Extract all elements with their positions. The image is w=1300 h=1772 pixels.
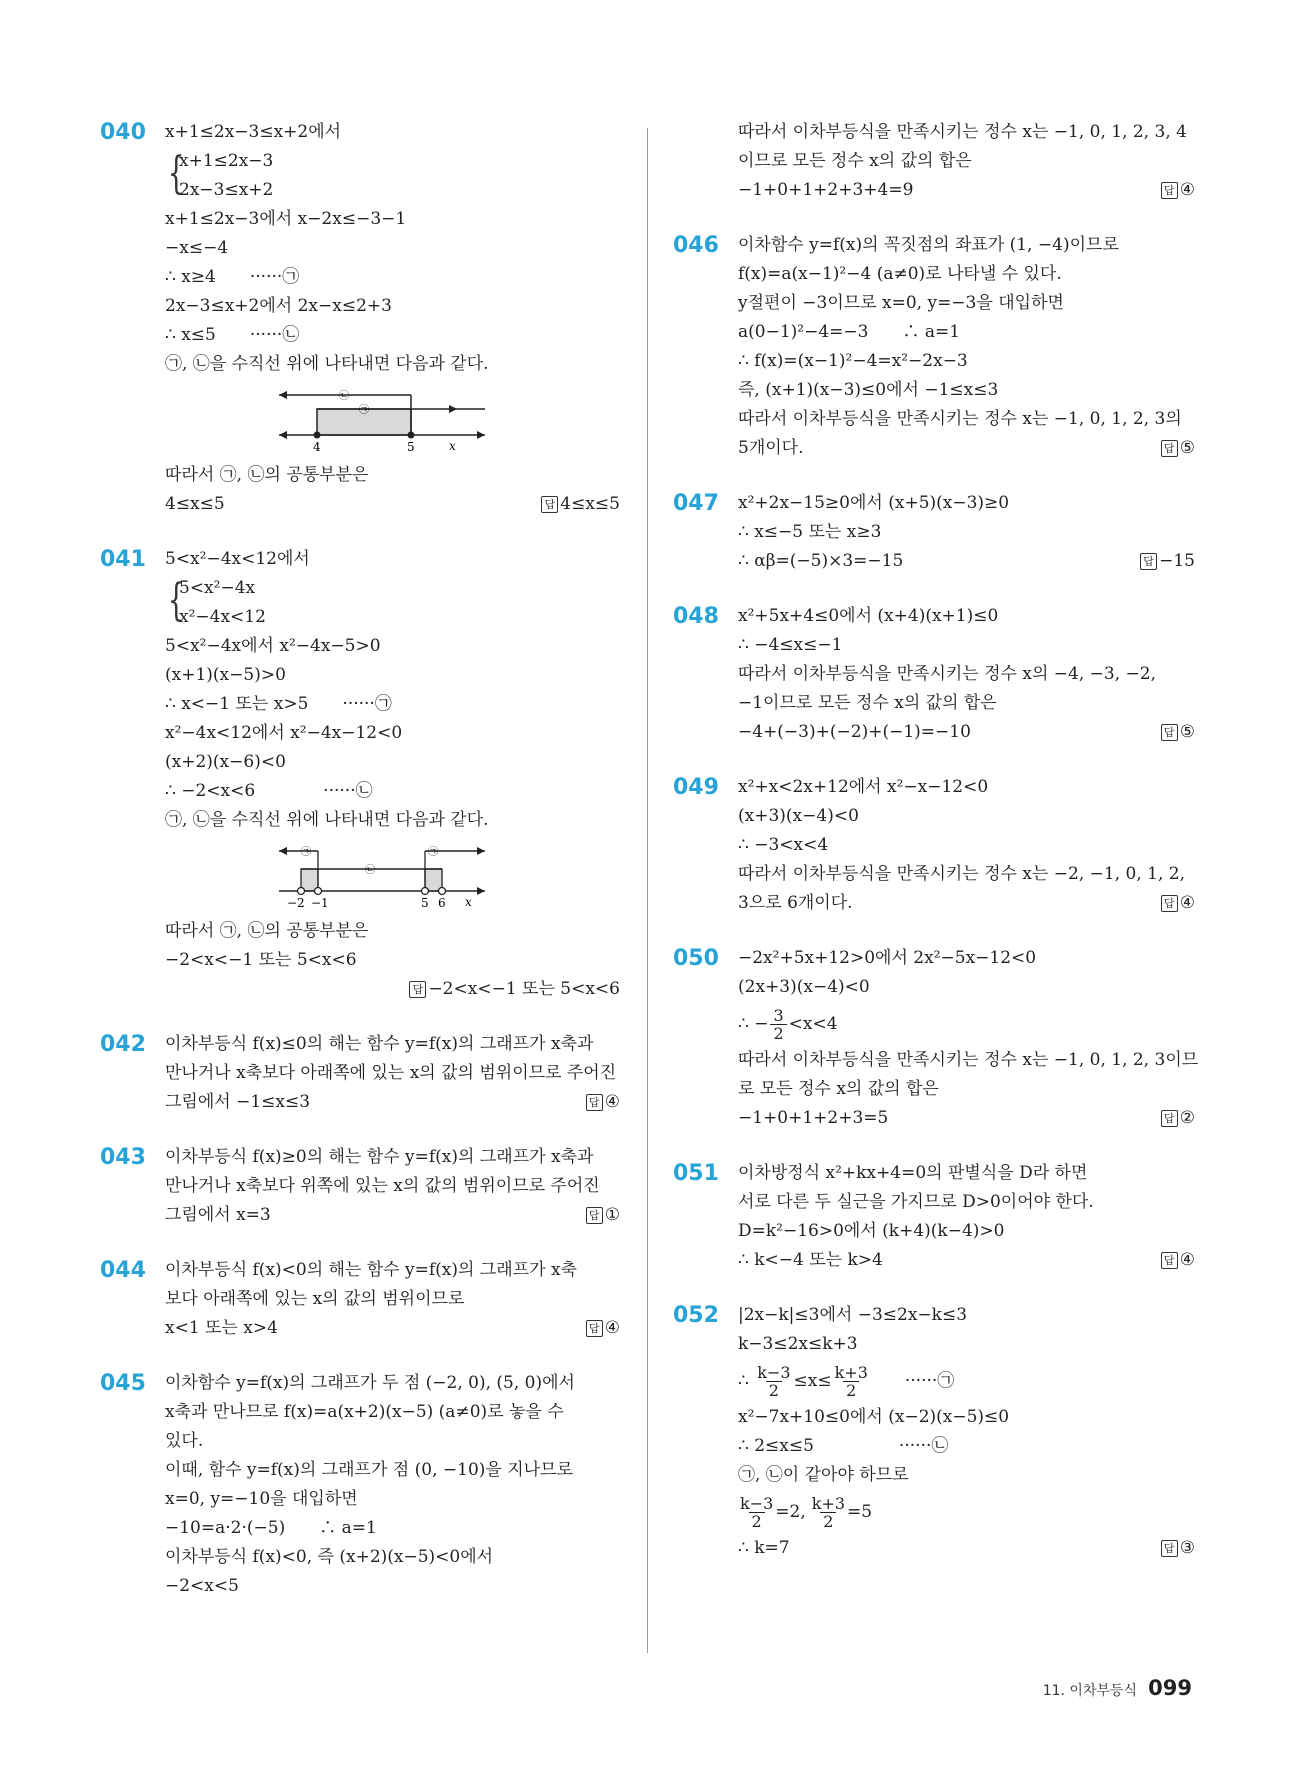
solution-text: ······㉠ — [904, 1371, 955, 1391]
solution-line — [165, 490, 620, 519]
closed-point-5 — [408, 432, 415, 439]
page-footer — [1043, 1676, 1192, 1700]
solution-line: x²−4x<12에서 x²−4x−12<0 — [165, 723, 403, 743]
solution-line: k−3≤2x≤k+3 — [738, 1334, 858, 1354]
solution-line: 5<x²−4x에서 x²−4x−5>0 — [165, 636, 381, 656]
closed-point-4 — [314, 432, 321, 439]
solution-line: x²+2x−15≥0에서 (x+5)(x−3)≥0 — [738, 493, 1010, 513]
solution-text: −1+0+1+2+3=5 — [738, 1108, 889, 1128]
axis-arrow-icon — [477, 887, 485, 895]
answer-value: ④ — [604, 1092, 620, 1112]
solution-line — [738, 176, 1195, 205]
solution-line: ∴ x<−1 또는 x>5 ······㉠ — [165, 694, 392, 714]
answer — [1161, 889, 1195, 918]
answer — [1161, 176, 1195, 205]
answer — [1161, 434, 1195, 463]
solution-text: −4+(−3)+(−2)+(−1)=−10 — [738, 722, 971, 742]
problem-number: 043 — [100, 1145, 146, 1170]
solution-line — [738, 1104, 1195, 1133]
solution-line: 이므로 모든 정수 x의 값의 합은 — [738, 151, 972, 171]
solution-text: 그림에서 x=3 — [165, 1205, 271, 1225]
fraction-denominator: 2 — [820, 1512, 836, 1530]
solution-line: 2x−3≤x+2에서 2x−x≤2+3 — [165, 296, 392, 316]
solution-line: 5<x²−4x<12에서 — [165, 549, 310, 569]
answer-box-icon: 답 — [541, 496, 558, 513]
right-column — [673, 118, 1199, 1563]
solution-line: x=0, y=−10을 대입하면 — [165, 1489, 358, 1509]
solution-line — [738, 547, 1195, 576]
answer-value: −2<x<−1 또는 5<x<6 — [428, 979, 620, 999]
fraction-numerator: k+3 — [834, 1363, 868, 1382]
marker-b-label: ㉡ — [365, 865, 375, 876]
answer-value: ② — [1179, 1108, 1195, 1128]
problem-040 — [100, 118, 620, 519]
problem-number: 044 — [100, 1258, 146, 1283]
tick-label-4: 4 — [313, 440, 321, 454]
left-column — [100, 118, 620, 1601]
solution-line: x축과 만나므로 f(x)=a(x+2)(x−5) (a≠0)로 놓을 수 — [165, 1402, 564, 1422]
fraction-denominator: 2 — [843, 1381, 859, 1399]
system-eq-2: 2x−3≤x+2 — [179, 180, 274, 200]
fraction — [740, 1495, 773, 1530]
answer-box-icon: 답 — [1161, 440, 1178, 457]
solution-line: 따라서 이차부등식을 만족시키는 정수 x는 −1, 0, 1, 2, 3, 4 — [738, 122, 1187, 142]
fraction-numerator: k+3 — [811, 1494, 846, 1513]
system-eq-1: x+1≤2x−3 — [179, 151, 274, 171]
tick-label-neg2: −2 — [287, 896, 305, 910]
solution-text: ∴ αβ=(−5)×3=−15 — [738, 551, 904, 571]
open-point-neg1 — [315, 888, 322, 895]
problem-number: 052 — [673, 1303, 719, 1328]
solution-line: −2x²+5x+12>0에서 2x²−5x−12<0 — [738, 948, 1037, 968]
solution-line — [738, 1490, 1195, 1534]
problem-051 — [673, 1159, 1195, 1275]
axis-arrow-left-icon — [279, 431, 287, 439]
solution-line — [738, 1534, 1195, 1563]
solution-line: x²+5x+4≤0에서 (x+4)(x+1)≤0 — [738, 606, 999, 626]
solution-line: −x≤−4 — [165, 238, 229, 258]
solution-text: ∴ − — [738, 1014, 769, 1034]
solution-line: (x+1)(x−5)>0 — [165, 665, 286, 685]
solution-line: 이차부등식 f(x)≤0의 해는 함수 y=f(x)의 그래프가 x축과 — [165, 1034, 594, 1054]
solution-line: ㉠, ㉡이 같아야 하므로 — [738, 1465, 909, 1485]
fraction-denominator: 2 — [749, 1512, 765, 1530]
solution-line: x²+x<2x+12에서 x²−x−12<0 — [738, 777, 989, 797]
solution-line: ㉠, ㉡을 수직선 위에 나타내면 다음과 같다. — [165, 354, 489, 374]
problem-number: 041 — [100, 547, 146, 572]
answer-value: ③ — [1179, 1538, 1195, 1558]
solution-line: −1이므로 모든 정수 x의 값의 합은 — [738, 693, 997, 713]
answer-value: −15 — [1159, 551, 1195, 571]
tick-label-5: 5 — [407, 440, 415, 454]
final-result: 4≤x≤5 — [165, 494, 225, 514]
solution-line: 로 모든 정수 x의 값의 합은 — [738, 1079, 939, 1099]
solution-text: =2, — [775, 1502, 806, 1522]
solution-text: 3으로 6개이다. — [738, 893, 853, 913]
solution-line: 이차함수 y=f(x)의 꼭짓점의 좌표가 (1, −4)이므로 — [738, 235, 1119, 255]
number-line-figure — [275, 841, 495, 911]
problem-number: 050 — [673, 946, 719, 971]
system-eq-1: 5<x²−4x — [179, 578, 256, 598]
problem-049 — [673, 773, 1195, 918]
number-line-figure — [275, 385, 495, 455]
fraction — [770, 1007, 786, 1042]
problem-number: 051 — [673, 1161, 719, 1186]
answer-value: ⑤ — [1179, 438, 1195, 458]
axis-label-x: x — [465, 895, 472, 909]
solution-line — [165, 1088, 620, 1117]
problem-number: 049 — [673, 775, 719, 800]
solution-line: 이차부등식 f(x)<0의 해는 함수 y=f(x)의 그래프가 x축 — [165, 1260, 577, 1280]
problem-041 — [100, 545, 620, 1004]
problem-number: 048 — [673, 604, 719, 629]
answer-box-icon: 답 — [586, 1207, 603, 1224]
solution-line — [738, 1002, 1195, 1046]
answer-box-icon: 답 — [1161, 1540, 1178, 1557]
solution-line: (x+2)(x−6)<0 — [165, 752, 286, 772]
solution-line: a(0−1)²−4=−3 ∴ a=1 — [738, 322, 961, 342]
solution-line: 만나거나 x축보다 위쪽에 있는 x의 값의 범위이므로 주어진 — [165, 1176, 600, 1196]
equation-system — [165, 147, 620, 205]
solution-text: ≤x≤ — [793, 1371, 832, 1391]
answer-value: ④ — [604, 1318, 620, 1338]
answer-box-icon: 답 — [586, 1094, 603, 1111]
fraction-numerator: 3 — [773, 1006, 784, 1025]
answer — [1161, 1246, 1195, 1275]
answer-box-icon: 답 — [586, 1320, 603, 1337]
solution-line: ㉠, ㉡을 수직선 위에 나타내면 다음과 같다. — [165, 810, 489, 830]
solution-line: ∴ 2≤x≤5 ······㉡ — [738, 1436, 949, 1456]
column-divider — [647, 128, 648, 1653]
axis-label-x: x — [449, 439, 456, 453]
brace-icon: { — [167, 148, 185, 199]
solution-text: ∴ k=7 — [738, 1538, 790, 1558]
answer-value: ⑤ — [1179, 722, 1195, 742]
solution-line: 이차부등식 f(x)<0, 즉 (x+2)(x−5)<0에서 — [165, 1547, 494, 1567]
problem-043 — [100, 1143, 620, 1230]
problem-number: 047 — [673, 491, 719, 516]
problem-number: 045 — [100, 1371, 146, 1396]
solution-line: f(x)=a(x−1)²−4 (a≠0)로 나타낼 수 있다. — [738, 264, 1062, 284]
problem-number: 042 — [100, 1032, 146, 1057]
answer-box-icon: 답 — [1161, 1252, 1178, 1269]
range-a-arrow-icon — [449, 405, 457, 413]
final-result: −2<x<−1 또는 5<x<6 — [165, 950, 357, 970]
solution-line: 이차부등식 f(x)≥0의 해는 함수 y=f(x)의 그래프가 x축과 — [165, 1147, 594, 1167]
intersection-region-right — [425, 869, 442, 891]
solution-line: 따라서 이차부등식을 만족시키는 정수 x의 −4, −3, −2, — [738, 664, 1156, 684]
problem-number: 046 — [673, 233, 719, 258]
solution-line: 보다 아래쪽에 있는 x의 값의 범위이므로 — [165, 1289, 465, 1309]
solution-line: y절편이 −3이므로 x=0, y=−3을 대입하면 — [738, 293, 1064, 313]
open-point-5 — [422, 888, 429, 895]
answer-value: ④ — [1179, 893, 1195, 913]
solution-line: −2<x<5 — [165, 1576, 239, 1596]
solution-text: 5개이다. — [738, 438, 804, 458]
fraction — [835, 1364, 868, 1399]
answer-box-icon: 답 — [1161, 724, 1178, 741]
solution-line: 이때, 함수 y=f(x)의 그래프가 점 (0, −10)을 지나므로 — [165, 1460, 573, 1480]
problem-047 — [673, 489, 1195, 576]
range-a-left-arrow-icon — [279, 847, 287, 855]
answer-box-icon: 답 — [1161, 182, 1178, 199]
problem-number: 040 — [100, 120, 146, 145]
solution-text: ∴ k<−4 또는 k>4 — [738, 1250, 883, 1270]
tick-label-6: 6 — [438, 896, 446, 910]
answer — [1161, 1104, 1195, 1133]
answer-value: ① — [604, 1205, 620, 1225]
solution-text: ∴ — [738, 1371, 749, 1391]
marker-a-left-label: ㉠ — [301, 847, 311, 858]
problem-044 — [100, 1256, 620, 1343]
solution-line: ∴ x≤5 ······㉡ — [165, 325, 300, 345]
answer-value: ④ — [1179, 180, 1195, 200]
axis-arrow-icon — [477, 431, 485, 439]
problem-042 — [100, 1030, 620, 1117]
answer-row — [165, 975, 620, 1004]
fraction-denominator: 2 — [770, 1024, 786, 1042]
solution-line: 따라서 ㉠, ㉡의 공통부분은 — [165, 921, 369, 941]
solution-line — [738, 1359, 1195, 1403]
answer-box-icon: 답 — [409, 981, 426, 998]
open-point-6 — [439, 888, 446, 895]
solution-text: −1+0+1+2+3+4=9 — [738, 180, 914, 200]
solution-line: x+1≤2x−3≤x+2에서 — [165, 122, 342, 142]
chapter-title: 11. 이차부등식 — [1042, 1683, 1138, 1699]
solution-line: x²−7x+10≤0에서 (x−2)(x−5)≤0 — [738, 1407, 1010, 1427]
solution-line: ∴ f(x)=(x−1)²−4=x²−2x−3 — [738, 351, 968, 371]
solution-line: −10=a·2·(−5) ∴ a=1 — [165, 1518, 377, 1538]
range-b-arrow-icon — [279, 391, 287, 399]
solution-line: x+1≤2x−3에서 x−2x≤−3−1 — [165, 209, 407, 229]
solution-line: ∴ −2<x<6 ······㉡ — [165, 781, 373, 801]
solution-text: x<1 또는 x>4 — [165, 1318, 278, 1338]
solution-line: ∴ x≥4 ······㉠ — [165, 267, 300, 287]
problem-048 — [673, 602, 1195, 747]
solution-line: 서로 다른 두 실근을 가지므로 D>0이어야 한다. — [738, 1192, 1094, 1212]
problem-046 — [673, 231, 1195, 463]
page-number: 099 — [1148, 1676, 1192, 1700]
solution-line: D=k²−16>0에서 (k+4)(k−4)>0 — [738, 1221, 1005, 1241]
brace-icon: { — [167, 575, 185, 626]
answer — [586, 1201, 620, 1230]
answer — [409, 975, 620, 1004]
solution-line — [165, 1201, 620, 1230]
equation-system — [165, 574, 620, 632]
answer — [1161, 1534, 1195, 1563]
solution-line: 만나거나 x축보다 아래쪽에 있는 x의 값의 범위이므로 주어진 — [165, 1063, 617, 1083]
problem-052 — [673, 1301, 1195, 1563]
answer — [586, 1314, 620, 1343]
problem-050 — [673, 944, 1199, 1133]
answer — [586, 1088, 620, 1117]
range-a-right-arrow-icon — [477, 847, 485, 855]
solution-line — [738, 889, 1195, 918]
solution-text: <x<4 — [788, 1014, 838, 1034]
fraction-denominator: 2 — [766, 1381, 782, 1399]
solution-line — [165, 1314, 620, 1343]
solution-line: 따라서 이차부등식을 만족시키는 정수 x는 −1, 0, 1, 2, 3이므 — [738, 1050, 1199, 1070]
solution-line: ∴ x≤−5 또는 x≥3 — [738, 522, 882, 542]
solution-line — [738, 718, 1195, 747]
answer-box-icon: 답 — [1161, 1110, 1178, 1127]
solution-line — [738, 1246, 1195, 1275]
marker-b-label: ㉡ — [339, 391, 349, 402]
solution-line: 있다. — [165, 1431, 204, 1451]
tick-label-5: 5 — [421, 896, 429, 910]
problem-045-continued — [673, 118, 1195, 205]
solution-line: ∴ −3<x<4 — [738, 835, 829, 855]
solution-line: 이차방정식 x²+kx+4=0의 판별식을 D라 하면 — [738, 1163, 1088, 1183]
fraction-numerator: k−3 — [757, 1363, 791, 1382]
solution-line: 이차함수 y=f(x)의 그래프가 두 점 (−2, 0), (5, 0)에서 — [165, 1373, 575, 1393]
solution-line: 따라서 이차부등식을 만족시키는 정수 x는 −2, −1, 0, 1, 2, — [738, 864, 1185, 884]
solution-line — [738, 434, 1195, 463]
fraction-numerator: k−3 — [740, 1494, 774, 1513]
marker-a-right-label: ㉠ — [428, 847, 438, 858]
solution-line: |2x−k|≤3에서 −3≤2x−k≤3 — [738, 1305, 968, 1325]
solution-line: (x+3)(x−4)<0 — [738, 806, 859, 826]
problem-045 — [100, 1369, 620, 1601]
answer-value: 4≤x≤5 — [560, 494, 620, 514]
solution-line: 따라서 이차부등식을 만족시키는 정수 x는 −1, 0, 1, 2, 3의 — [738, 409, 1182, 429]
answer-box-icon: 답 — [1140, 553, 1157, 570]
system-eq-2: x²−4x<12 — [179, 607, 266, 627]
marker-a-label: ㉠ — [359, 405, 369, 416]
solution-line: 즉, (x+1)(x−3)≤0에서 −1≤x≤3 — [738, 380, 999, 400]
solution-line: (2x+3)(x−4)<0 — [738, 977, 870, 997]
fraction — [812, 1495, 845, 1530]
tick-label-neg1: −1 — [311, 896, 329, 910]
answer — [1140, 547, 1195, 576]
answer — [541, 490, 620, 519]
fraction — [757, 1364, 790, 1399]
intersection-region-left — [301, 869, 318, 891]
solution-line: 따라서 ㉠, ㉡의 공통부분은 — [165, 465, 369, 485]
answer — [1161, 718, 1195, 747]
open-point-neg2 — [298, 888, 305, 895]
solution-text: 그림에서 −1≤x≤3 — [165, 1092, 311, 1112]
answer-box-icon: 답 — [1161, 895, 1178, 912]
solution-text: =5 — [847, 1502, 873, 1522]
answer-value: ④ — [1179, 1250, 1195, 1270]
solution-line: ∴ −4≤x≤−1 — [738, 635, 843, 655]
